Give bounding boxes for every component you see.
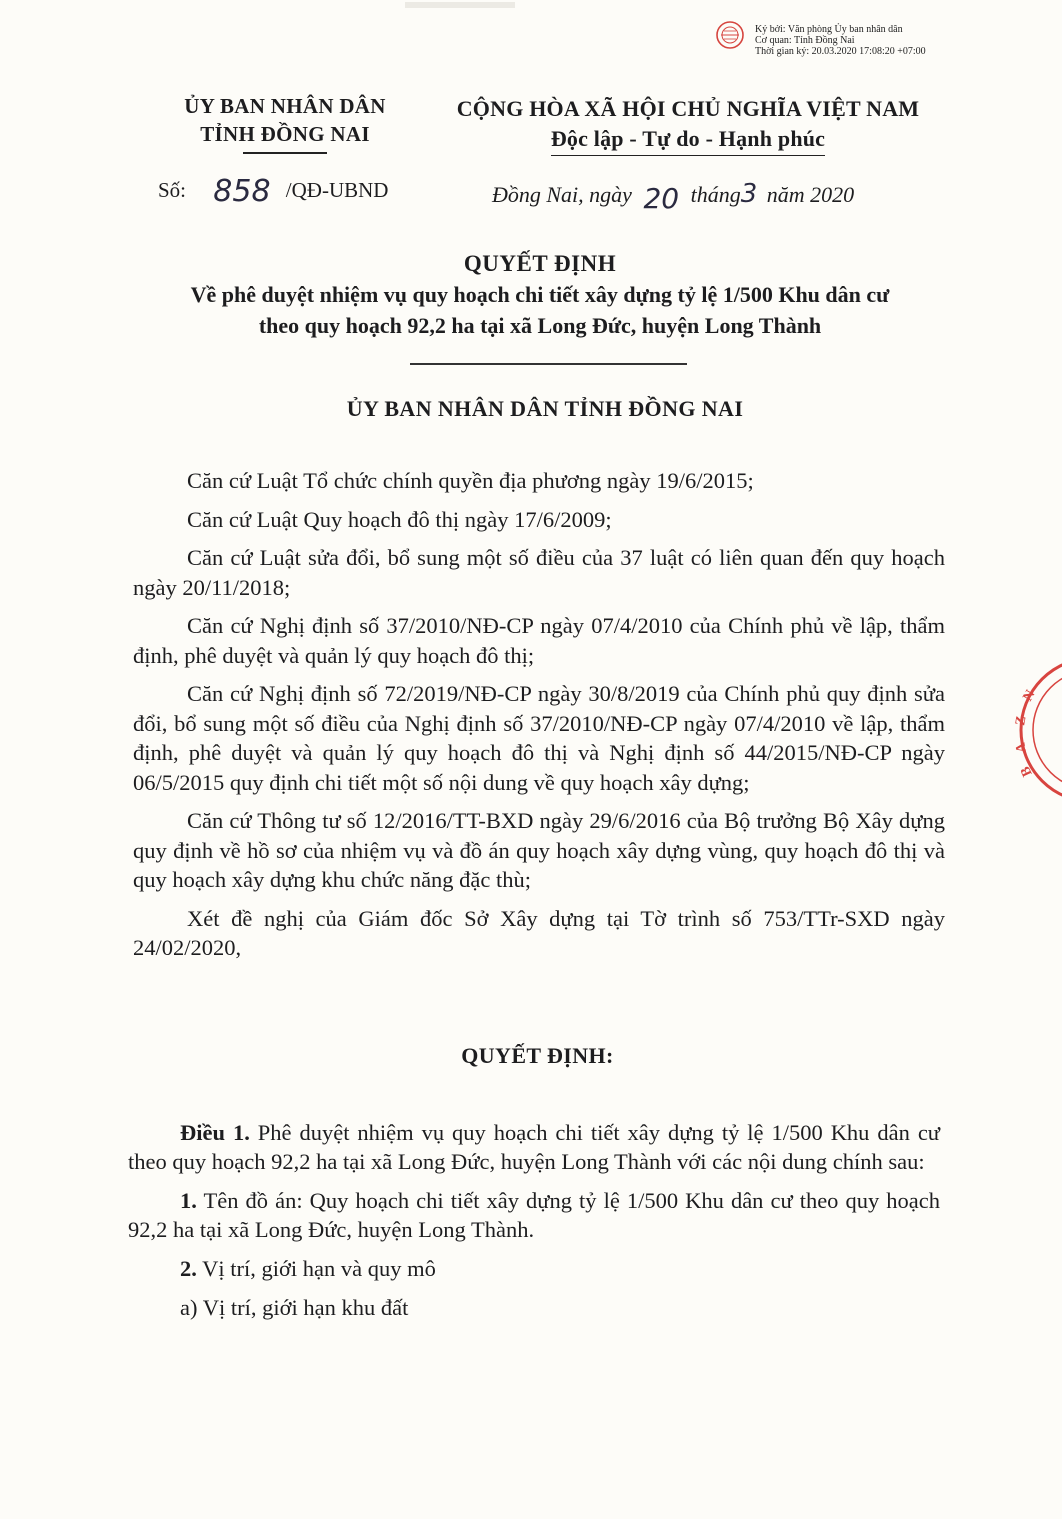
- article-1: [128, 1118, 940, 1332]
- item-1-text: Tên đồ án: Quy hoạch chi tiết xây dựng tỷ lệ 1/500 Khu dân cư theo quy hoạch 92,2 ha tại xã Long Đức, huyện Long Thành.: [128, 1188, 941, 1242]
- basis-paragraph: Căn cứ Nghị định số 37/2010/NĐ-CP ngày 07/4/2010 của Chính phủ về lập, thẩm định, phê duyệt và quản lý quy hoạch đô thị;: [133, 613, 945, 668]
- authority-heading: ỦY BAN NHÂN DÂN TỈNH ĐỒNG NAI: [346, 396, 744, 421]
- national-motto: Độc lập - Tự do - Hạnh phúc: [551, 124, 825, 156]
- date-year: năm 2020: [766, 182, 855, 207]
- number-handwritten: 858: [213, 174, 271, 209]
- date-month-label: tháng: [690, 182, 741, 207]
- basis-paragraph: Căn cứ Luật Tổ chức chính quyền địa phương ngày 19/6/2015;: [187, 468, 754, 493]
- document-title: [100, 248, 980, 341]
- legal-bases: [133, 466, 945, 972]
- scan-smudge: [400, 0, 520, 12]
- national-heading: [438, 94, 938, 156]
- item-2-label: 2.: [180, 1256, 197, 1281]
- signature-signer: Ký bởi: Văn phòng Ủy ban nhân dân: [755, 24, 903, 35]
- basis-paragraph: Căn cứ Luật sửa đổi, bổ sung một số điều của 37 luật có liên quan đến quy hoạch ngày 20/11/2018;: [133, 545, 945, 600]
- basis-paragraph: Căn cứ Luật Quy hoạch đô thị ngày 17/6/2009;: [187, 506, 612, 532]
- org-underline: [243, 152, 327, 154]
- article-1-item-1: [128, 1186, 940, 1244]
- article-1-label: Điều 1.: [180, 1120, 250, 1145]
- svg-text:N: N: [1020, 687, 1039, 704]
- subject-line1: Về phê duyệt nhiệm vụ quy hoạch chi tiết xây dựng tỷ lệ 1/500 Khu dân cư: [190, 282, 890, 307]
- document-number: [158, 170, 389, 209]
- item-1-label: 1.: [180, 1188, 197, 1213]
- signature-agency: Cơ quan: Tỉnh Đồng Nai: [755, 35, 855, 46]
- digital-signature-block: [712, 18, 1012, 68]
- org-line2: TỈNH ĐỒNG NAI: [200, 122, 370, 146]
- org-line1: ỦY BAN NHÂN DÂN: [184, 94, 386, 118]
- number-prefix: Số:: [158, 178, 187, 202]
- signature-stamp-icon: [715, 20, 745, 50]
- date-day: 20: [643, 182, 680, 215]
- decision-heading: QUYẾT ĐỊNH:: [461, 1043, 614, 1068]
- signature-time: Thời gian ký: 20.03.2020 17:08:20 +07:00: [755, 46, 926, 57]
- article-1-item-2a: a) Vị trí, giới hạn khu đất: [180, 1295, 409, 1320]
- basis-paragraph: Căn cứ Nghị định số 72/2019/NĐ-CP ngày 30/8/2019 của Chính phủ quy định sửa đổi, bổ sung một số điều của Nghị định số 37/2010/NĐ-CP ngày 07/4/2010 về lập, thẩm định, phê duyệt và quản lý quy hoạch đô thị và Nghị định số 44/2015/NĐ-CP ngày 06/5/2015 quy định chi tiết một số nội dung về quy hoạch xây dựng;: [133, 681, 945, 795]
- article-1-intro: [128, 1118, 940, 1176]
- svg-text:B: B: [1018, 763, 1036, 779]
- article-1-item-2: [128, 1254, 940, 1283]
- title-separator: [410, 363, 687, 365]
- subject-line2: theo quy hoạch 92,2 ha tại xã Long Đức, huyện Long Thành: [258, 313, 822, 338]
- svg-text:A: A: [1013, 741, 1030, 754]
- doc-type: QUYẾT ĐỊNH: [463, 251, 617, 276]
- article-1-text: Phê duyệt nhiệm vụ quy hoạch chi tiết xây dựng tỷ lệ 1/500 Khu dân cư theo quy hoạch 92,2 ha tại xã Long Đức, huyện Long Thành với các nội dung chính sau:: [128, 1120, 940, 1174]
- item-2-text: Vị trí, giới hạn và quy mô: [202, 1256, 436, 1281]
- red-seal-partial: [1008, 640, 1062, 820]
- svg-text:Z: Z: [1013, 714, 1030, 727]
- basis-paragraph: Xét đề nghị của Giám đốc Sở Xây dựng tại Tờ trình số 753/TTr-SXD ngày 24/02/2020,: [133, 905, 945, 960]
- date-month: 3: [740, 179, 758, 209]
- basis-paragraph: Căn cứ Thông tư số 12/2016/TT-BXD ngày 29/6/2016 của Bộ trưởng Bộ Xây dựng quy định về hồ sơ của nhiệm vụ và đồ án quy hoạch xây dựng vùng, quy hoạch đô thị và quy hoạch xây dựng khu chức năng đặc thù;: [133, 808, 945, 892]
- number-suffix: /QĐ-UBND: [285, 178, 389, 202]
- place-date: [492, 176, 855, 215]
- issuing-organization: [150, 92, 420, 154]
- nation-name: CỘNG HÒA XÃ HỘI CHỦ NGHĨA VIỆT NAM: [456, 96, 920, 121]
- date-place: Đồng Nai, ngày: [492, 182, 632, 207]
